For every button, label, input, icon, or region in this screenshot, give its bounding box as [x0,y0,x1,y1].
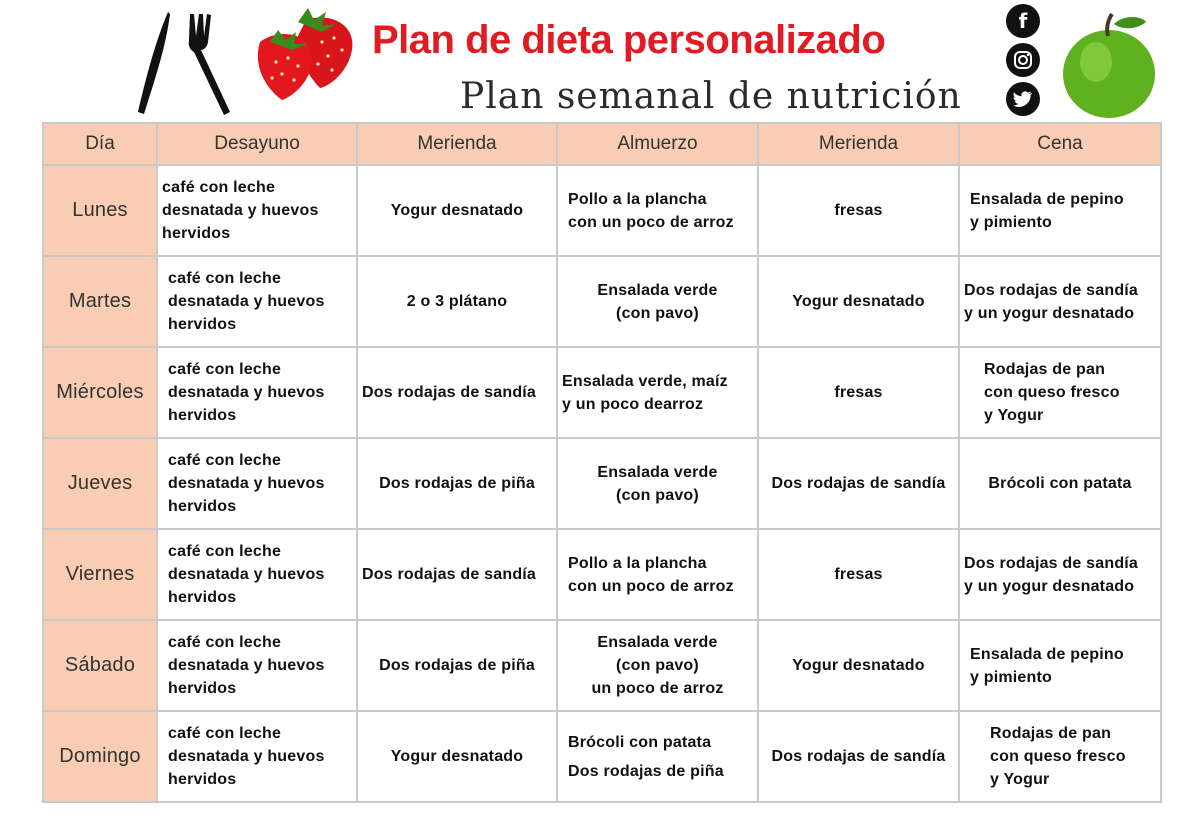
dinner-cell [959,256,1161,347]
cell-text: Dos rodajas de sandía [771,748,946,765]
cell-text: Ensalada verde (con pavo) un poco de arroz [591,634,724,697]
day-cell: Jueves [43,438,157,529]
cell-text: Rodajas de pan con queso fresco y Yogur [990,725,1126,788]
table-row [43,620,1161,711]
column-header-day: Día [43,123,157,165]
fork-knife-icon [128,6,240,118]
cell-text: Ensalada verde (con pavo) [597,281,718,322]
snack-2-cell [758,256,959,347]
page-header [0,0,1200,122]
breakfast-cell [157,620,357,711]
cell-text: Dos rodajas de piña [379,475,535,492]
breakfast-cell [157,347,357,438]
cell-text: fresas [834,566,883,583]
column-header-snack-1: Merienda [357,123,557,165]
dinner-cell [959,529,1161,620]
cell-text: Pollo a la plancha con un poco de arroz [568,190,734,231]
cell-text: café con leche desnatada y huevos hervidos [168,543,325,606]
cell-text: café con leche desnatada y huevos hervidos [168,725,325,788]
snack-2-cell [758,165,959,256]
snack-2-cell [758,620,959,711]
facebook-icon[interactable]: f [1006,4,1040,38]
column-header-dinner: Cena [959,123,1161,165]
day-cell: Domingo [43,711,157,802]
table-row [43,256,1161,347]
cell-text: Dos rodajas de sandía [362,384,537,401]
day-cell: Miércoles [43,347,157,438]
green-apple-icon [1058,10,1160,120]
cell-text: fresas [834,384,883,401]
snack-1-cell [357,347,557,438]
strawberry-icon [248,2,360,104]
cell-text: fresas [834,202,883,219]
table-row [43,347,1161,438]
snack-2-cell [758,529,959,620]
snack-1-cell [357,165,557,256]
cell-text: café con leche desnatada y huevos hervidos [168,361,325,424]
table-row [43,529,1161,620]
cell-text: Yogur desnatado [390,202,524,219]
snack-1-cell [357,620,557,711]
day-cell: Martes [43,256,157,347]
lunch-cell [557,529,758,620]
table-row [43,438,1161,529]
cell-text: Ensalada de pepino y pimiento [970,645,1124,686]
day-cell: Viernes [43,529,157,620]
social-links [1006,4,1046,121]
cell-text: Yogur desnatado [792,657,925,674]
cell-text: Pollo a la plancha con un poco de arroz [568,554,734,595]
page-subtitle: Plan semanal de nutrición [460,76,962,117]
snack-1-cell [357,438,557,529]
instagram-icon[interactable] [1006,43,1040,77]
cell-text: Dos rodajas de sandía [771,475,946,492]
cell-text: Yogur desnatado [390,748,524,765]
day-cell: Lunes [43,165,157,256]
cell-text: Dos rodajas de sandía y un yogur desnatado [964,281,1139,322]
cell-text: Yogur desnatado [792,293,925,310]
dinner-cell [959,347,1161,438]
lunch-cell [557,347,758,438]
breakfast-cell [157,711,357,802]
dinner-cell [959,438,1161,529]
cell-text: Brócoli con patata Dos rodajas de piña [568,733,724,780]
cell-text: Dos rodajas de sandía y un yogur desnatado [964,554,1139,595]
table-row [43,711,1161,802]
breakfast-cell [157,438,357,529]
snack-2-cell [758,438,959,529]
cell-text: Rodajas de pan con queso fresco y Yogur [984,361,1120,424]
twitter-icon[interactable] [1006,82,1040,116]
column-header-lunch: Almuerzo [557,123,758,165]
snack-1-cell [357,529,557,620]
cell-text: Ensalada verde, maíz y un poco dearroz [562,372,728,413]
cell-text: Ensalada de pepino y pimiento [970,190,1124,231]
column-header-snack-2: Merienda [758,123,959,165]
breakfast-cell [157,529,357,620]
lunch-cell [557,620,758,711]
day-cell: Sábado [43,620,157,711]
cell-text: café con leche desnatada y huevos hervidos [168,452,325,515]
cell-text: café con leche desnatada y huevos hervidos [168,634,325,697]
lunch-cell [557,256,758,347]
dinner-cell [959,165,1161,256]
snack-1-cell [357,256,557,347]
cell-text: Dos rodajas de piña [379,657,535,674]
cell-text: café con leche desnatada y huevos hervidos [162,179,319,242]
diet-plan-table [42,122,1162,803]
page-title: Plan de dieta personalizado [372,18,886,62]
table-row [43,165,1161,256]
column-header-breakfast: Desayuno [157,123,357,165]
snack-2-cell [758,711,959,802]
cell-text: Dos rodajas de sandía [362,566,537,583]
dinner-cell [959,711,1161,802]
cell-text: café con leche desnatada y huevos hervidos [168,270,325,333]
cell-text: Ensalada verde (con pavo) [597,463,718,504]
cell-text: 2 o 3 plátano [406,293,508,310]
breakfast-cell [157,165,357,256]
lunch-cell [557,165,758,256]
breakfast-cell [157,256,357,347]
table-header-row [43,123,1161,165]
dinner-cell [959,620,1161,711]
lunch-cell [557,438,758,529]
cell-text: Brócoli con patata [988,475,1132,492]
snack-2-cell [758,347,959,438]
lunch-cell [557,711,758,802]
snack-1-cell [357,711,557,802]
